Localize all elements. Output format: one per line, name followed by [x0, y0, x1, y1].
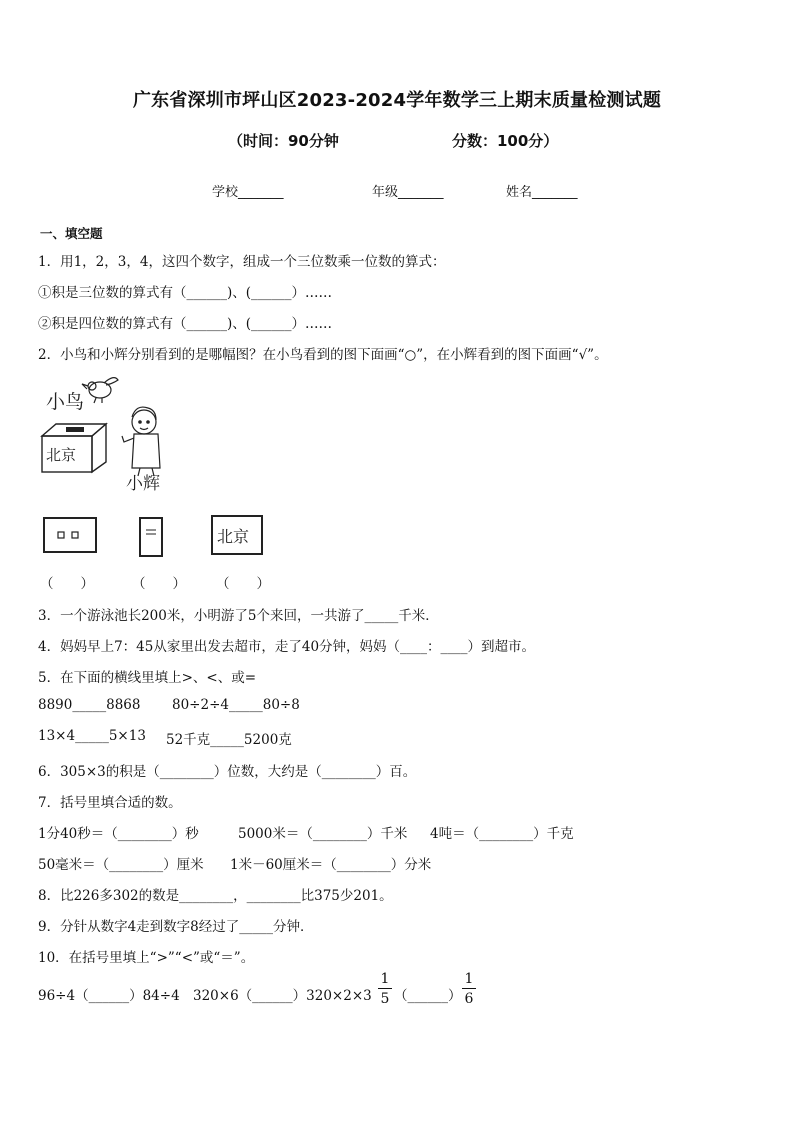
- bird-and-boy-illustration: [36, 372, 186, 497]
- fraction-one-sixth: [462, 970, 476, 1009]
- q10-compare-2: 320×6（______）320×2×3: [193, 988, 372, 1004]
- name-field: 姓名_______: [506, 185, 578, 200]
- view-option-label: 北京: [217, 527, 250, 546]
- answer-paren-3: （ ）: [216, 576, 270, 592]
- question-1: 1．用1，2，3，4，这四个数字，组成一个三位数乘一位数的算式：: [38, 254, 446, 270]
- school-field: 学校_______: [212, 185, 284, 200]
- bird-label: 小鸟: [46, 391, 85, 413]
- q10-compare-1: 96÷4（______）84÷4: [38, 988, 180, 1004]
- view-options: [40, 512, 280, 560]
- q5-compare-4: 52千克_____5200克: [166, 732, 292, 748]
- question-4: 4．妈妈早上7：45从家里出发去超市，走了40分钟，妈妈（____：____）到超市。: [38, 639, 536, 655]
- answer-paren-1: （ ）: [40, 576, 94, 592]
- fraction-numerator: 1: [378, 970, 392, 989]
- q5-compare-2: 80÷2÷4_____80÷8: [172, 697, 300, 713]
- fraction-numerator: 1: [462, 970, 476, 989]
- fraction-denominator: 5: [380, 991, 390, 1007]
- q10-compare-3: （______）: [394, 988, 462, 1004]
- box-label: 北京: [46, 446, 77, 464]
- question-2: 2．小鸟和小辉分别看到的是哪幅图？在小鸟看到的图下面画“○”，在小辉看到的图下面画“√”。: [38, 347, 608, 363]
- q7-convert-1: 1分40秒＝（________）秒: [38, 826, 199, 842]
- question-1-part-a: ①积是三位数的算式有（______)、(______）……: [38, 285, 333, 301]
- boy-label: 小辉: [126, 474, 160, 494]
- exam-time: （时间：90分钟: [228, 132, 339, 150]
- question-7: 7．括号里填合适的数。: [38, 795, 182, 811]
- exam-score: 分数：100分）: [452, 132, 559, 150]
- question-6: 6．305×3的积是（________）位数，大约是（________）百。: [38, 764, 417, 780]
- boy-icon: [122, 407, 160, 476]
- q7-convert-5: 1米－60厘米＝（________）分米: [230, 857, 432, 873]
- question-10: 10．在括号里填上“>”“<”或“＝”。: [38, 950, 255, 966]
- q7-convert-3: 4吨＝（________）千克: [430, 826, 574, 842]
- answer-paren-2: （ ）: [132, 576, 186, 592]
- question-1-part-b: ②积是四位数的算式有（______)、(______）……: [38, 316, 333, 332]
- grade-field: 年级_______: [372, 185, 444, 200]
- question-8: 8．比226多302的数是________，________比375少201。: [38, 888, 393, 904]
- page-title: 广东省深圳市坪山区2023-2024学年数学三上期末质量检测试题: [132, 90, 662, 111]
- q7-convert-2: 5000米＝（________）千米: [238, 826, 408, 842]
- q5-compare-3: 13×4_____5×13: [38, 728, 146, 744]
- fraction-one-fifth: [378, 970, 392, 1009]
- view-option-front: [44, 518, 96, 552]
- question-3: 3．一个游泳池长200米，小明游了5个来回，一共游了_____千米．: [38, 608, 439, 624]
- q7-convert-4: 50毫米＝（________）厘米: [38, 857, 204, 873]
- question-9: 9．分针从数字4走到数字8经过了_____分钟．: [38, 919, 314, 935]
- section-heading: 一、填空题: [40, 226, 103, 241]
- question-5: 5．在下面的横线里填上>、<、或=: [38, 670, 257, 686]
- view-option-side: [140, 518, 162, 556]
- fraction-denominator: 6: [464, 991, 474, 1007]
- q5-compare-1: 8890_____8868: [38, 697, 141, 713]
- bird-icon: [82, 378, 118, 403]
